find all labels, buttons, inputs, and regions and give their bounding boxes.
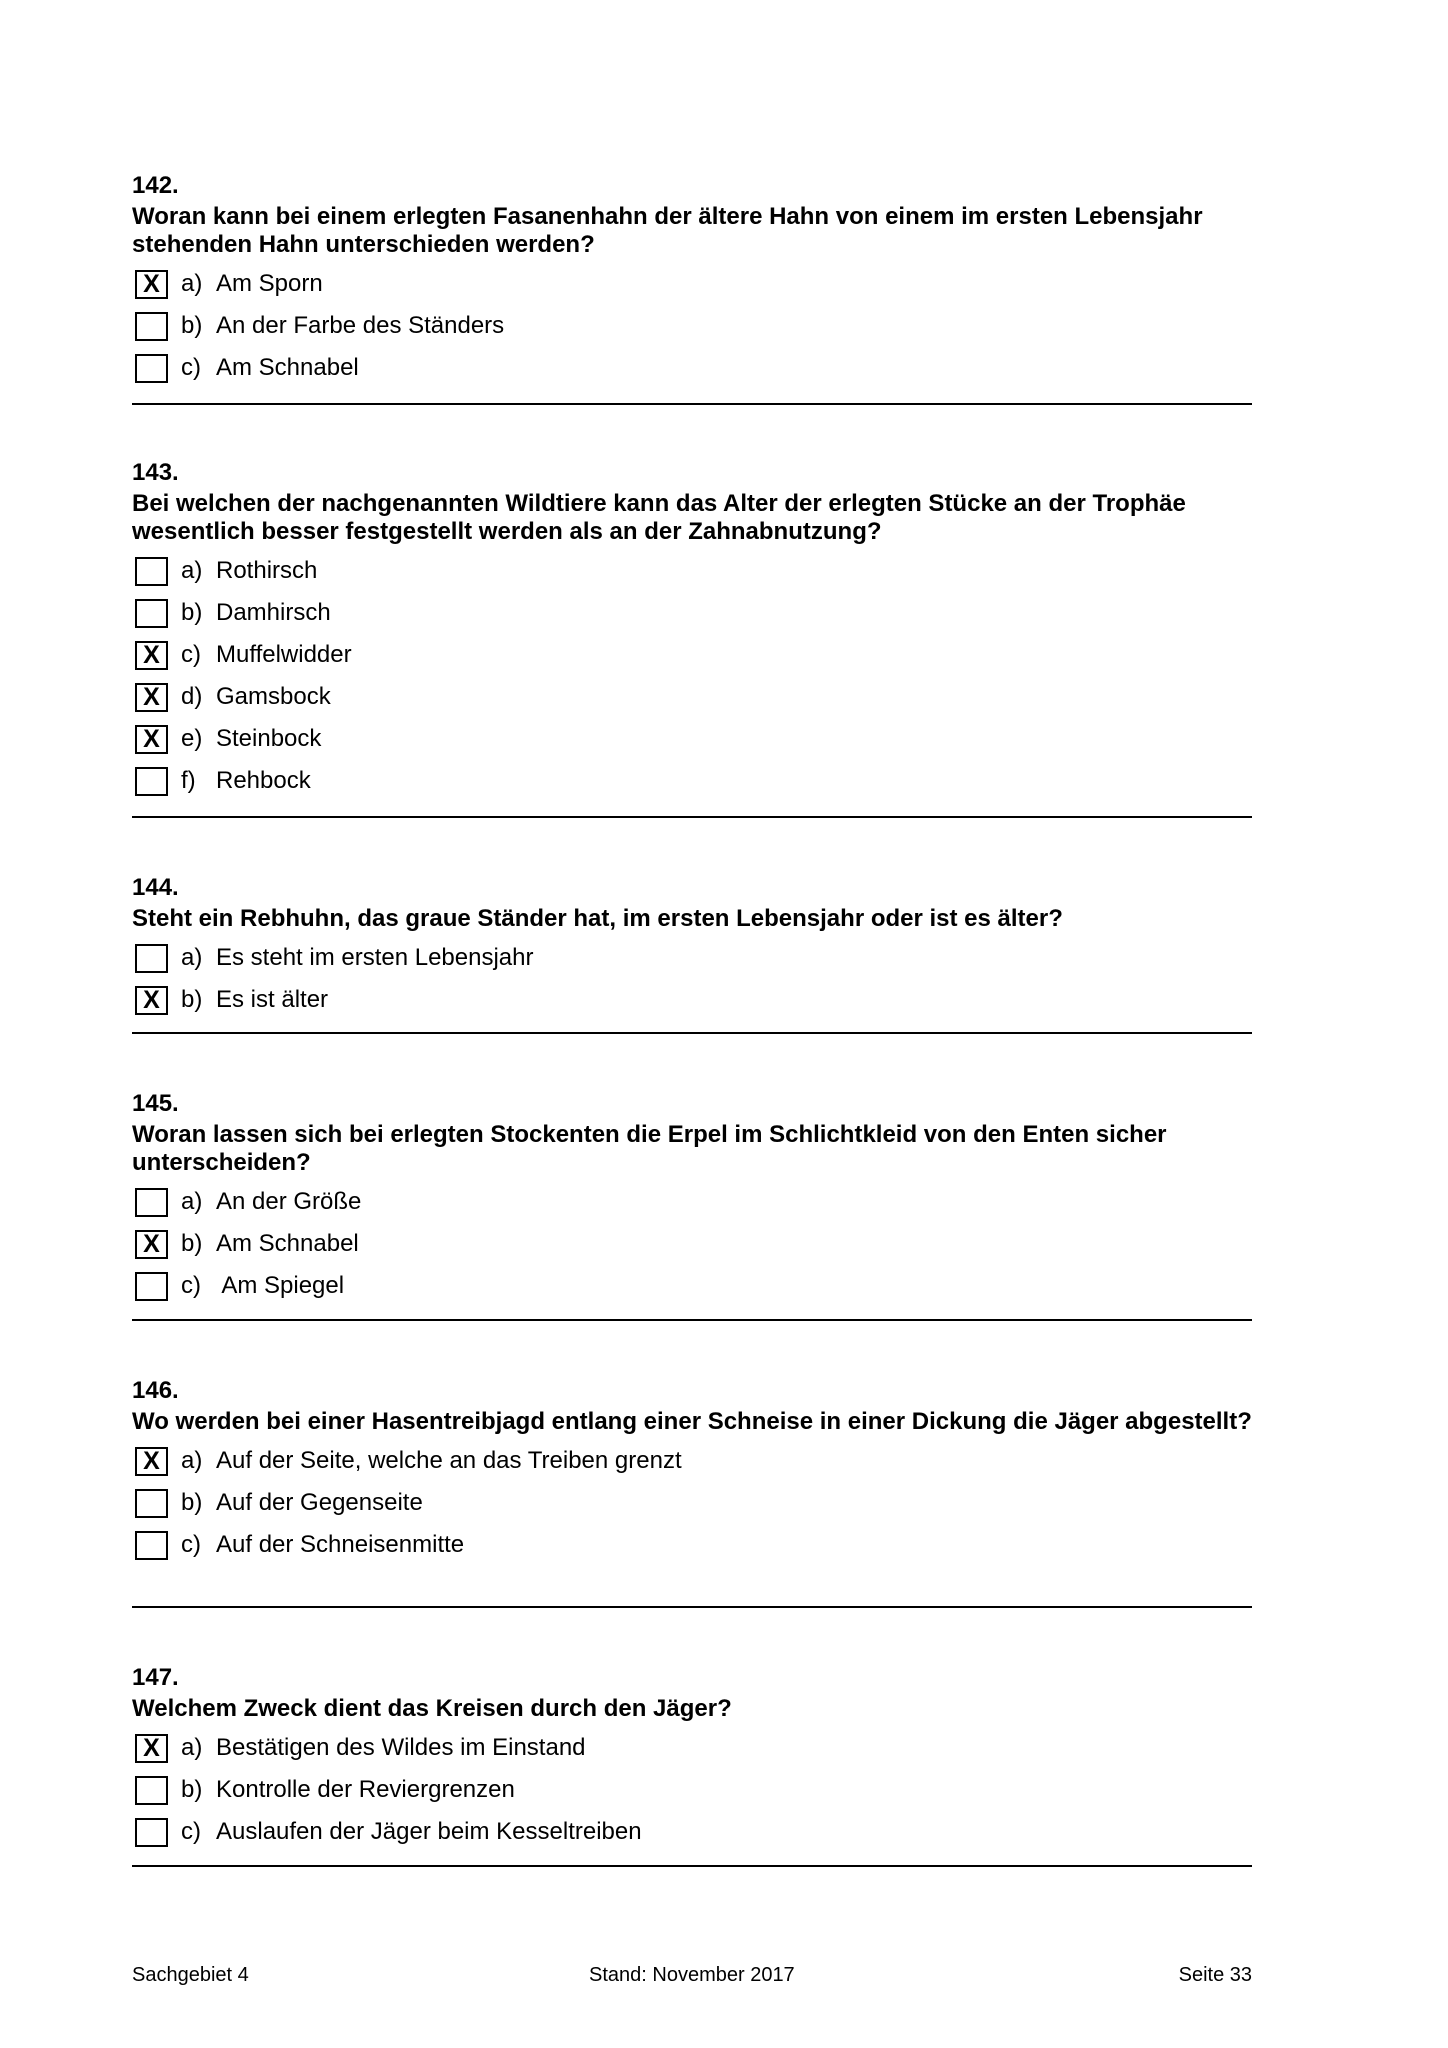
question-divider — [132, 1319, 1252, 1321]
answer-option — [132, 305, 1252, 347]
option-letter: a) — [181, 557, 203, 584]
answer-checkbox[interactable]: X — [135, 641, 168, 670]
answer-option — [132, 1769, 1252, 1811]
question-divider — [132, 816, 1252, 818]
option-text: Rehbock — [216, 767, 311, 794]
option-letter: a) — [181, 1734, 203, 1761]
answer-checkbox[interactable]: X — [135, 725, 168, 754]
answer-checkbox[interactable]: X — [135, 683, 168, 712]
answer-checkbox[interactable] — [135, 1272, 168, 1301]
question-block — [132, 172, 1252, 389]
answer-option — [132, 760, 1252, 802]
question-divider — [132, 1032, 1252, 1034]
answer-checkbox[interactable] — [135, 1188, 168, 1217]
question-text: Welchem Zweck dient das Kreisen durch den Jäger? — [132, 1695, 732, 1722]
option-letter: b) — [181, 312, 203, 339]
option-text: Rothirsch — [216, 557, 318, 584]
answer-option — [132, 1181, 1252, 1223]
option-text: Auf der Seite, welche an das Treiben grenzt — [216, 1447, 682, 1474]
answer-options — [132, 1181, 1252, 1307]
option-letter: a) — [181, 270, 203, 297]
answer-option — [132, 1440, 1252, 1482]
option-letter: a) — [181, 1188, 203, 1215]
answer-option — [132, 1223, 1252, 1265]
option-text: Am Spiegel — [216, 1272, 345, 1299]
answer-option — [132, 1524, 1252, 1566]
option-letter: b) — [181, 599, 203, 626]
question-divider — [132, 1606, 1252, 1608]
question-number: 145. — [132, 1090, 179, 1117]
answer-checkbox[interactable] — [135, 1489, 168, 1518]
question-text: Woran lassen sich bei erlegten Stockenten die Erpel im Schlichtkleid von den Enten sicher unterscheiden? — [132, 1121, 1167, 1176]
option-text: Kontrolle der Reviergrenzen — [216, 1776, 515, 1803]
option-letter: c) — [181, 354, 201, 381]
option-letter: b) — [181, 1230, 203, 1257]
question-text: Woran kann bei einem erlegten Fasanenhahn der ältere Hahn von einem im ersten Lebensjahr stehenden Hahn unterschieden werden? — [132, 203, 1203, 258]
answer-option — [132, 347, 1252, 389]
question-block — [132, 1664, 1252, 1853]
answer-checkbox[interactable] — [135, 1818, 168, 1847]
answer-option — [132, 1265, 1252, 1307]
option-letter: e) — [181, 725, 203, 752]
answer-checkbox[interactable]: X — [135, 986, 168, 1015]
answer-checkbox[interactable] — [135, 599, 168, 628]
answer-checkbox[interactable]: X — [135, 1230, 168, 1259]
option-letter: b) — [181, 986, 203, 1013]
answer-checkbox[interactable] — [135, 312, 168, 341]
answer-checkbox[interactable] — [135, 557, 168, 586]
answer-option — [132, 263, 1252, 305]
question-text: Wo werden bei einer Hasentreibjagd entlang einer Schneise in einer Dickung die Jäger abgestellt? — [132, 1408, 1252, 1435]
option-text: An der Größe — [216, 1188, 362, 1215]
option-letter: f) — [181, 767, 196, 794]
option-letter: c) — [181, 1531, 201, 1558]
answer-option — [132, 718, 1252, 760]
option-text: Am Sporn — [216, 270, 323, 297]
answer-option — [132, 1482, 1252, 1524]
option-text: An der Farbe des Ständers — [216, 312, 505, 339]
question-number: 142. — [132, 172, 179, 199]
option-text: Gamsbock — [216, 683, 331, 710]
answer-checkbox[interactable] — [135, 1776, 168, 1805]
option-text: Auf der Gegenseite — [216, 1489, 423, 1516]
option-letter: d) — [181, 683, 203, 710]
option-text: Am Schnabel — [216, 354, 359, 381]
answer-option — [132, 592, 1252, 634]
question-number: 143. — [132, 459, 179, 486]
question-divider — [132, 1865, 1252, 1867]
footer-section: Sachgebiet 4 — [132, 1964, 249, 1986]
answer-option — [132, 550, 1252, 592]
answer-options — [132, 1440, 1252, 1566]
answer-options — [132, 263, 1252, 389]
answer-option — [132, 937, 1252, 979]
option-letter: a) — [181, 1447, 203, 1474]
option-letter: b) — [181, 1776, 203, 1803]
answer-checkbox[interactable] — [135, 944, 168, 973]
question-number: 147. — [132, 1664, 179, 1691]
option-letter: c) — [181, 1272, 201, 1299]
option-text: Es ist älter — [216, 986, 329, 1013]
option-letter: b) — [181, 1489, 203, 1516]
option-text: Am Schnabel — [216, 1230, 359, 1257]
answer-checkbox[interactable]: X — [135, 1447, 168, 1476]
question-block — [132, 1377, 1252, 1566]
option-letter: c) — [181, 641, 201, 668]
option-text: Bestätigen des Wildes im Einstand — [216, 1734, 586, 1761]
option-letter: a) — [181, 944, 203, 971]
question-text: Steht ein Rebhuhn, das graue Ständer hat, im ersten Lebensjahr oder ist es älter? — [132, 905, 1063, 932]
option-text: Auslaufen der Jäger beim Kesseltreiben — [216, 1818, 642, 1845]
answer-option — [132, 979, 1252, 1021]
answer-options — [132, 937, 1252, 1021]
answer-options — [132, 550, 1252, 802]
answer-checkbox[interactable] — [135, 354, 168, 383]
answer-checkbox[interactable]: X — [135, 270, 168, 299]
answer-option — [132, 1811, 1252, 1853]
answer-checkbox[interactable]: X — [135, 1734, 168, 1763]
question-block — [132, 459, 1252, 802]
option-letter: c) — [181, 1818, 201, 1845]
footer-date: Stand: November 2017 — [589, 1964, 795, 1986]
option-text: Auf der Schneisenmitte — [216, 1531, 465, 1558]
answer-checkbox[interactable] — [135, 1531, 168, 1560]
question-text: Bei welchen der nachgenannten Wildtiere kann das Alter der erlegten Stücke an der Trophäe wesentlich besser festgestellt werden als an der Zahnabnutzung? — [132, 490, 1186, 545]
answer-option — [132, 676, 1252, 718]
question-number: 146. — [132, 1377, 179, 1404]
page-footer — [132, 1964, 1252, 1992]
option-text: Muffelwidder — [216, 641, 352, 668]
option-text: Es steht im ersten Lebensjahr — [216, 944, 534, 971]
question-block — [132, 1090, 1252, 1307]
question-block — [132, 874, 1252, 1021]
option-text: Steinbock — [216, 725, 322, 752]
question-number: 144. — [132, 874, 179, 901]
question-divider — [132, 403, 1252, 405]
answer-checkbox[interactable] — [135, 767, 168, 796]
answer-options — [132, 1727, 1252, 1853]
option-text: Damhirsch — [216, 599, 331, 626]
footer-page-number: Seite 33 — [1178, 1964, 1252, 1986]
answer-option — [132, 634, 1252, 676]
answer-option — [132, 1727, 1252, 1769]
